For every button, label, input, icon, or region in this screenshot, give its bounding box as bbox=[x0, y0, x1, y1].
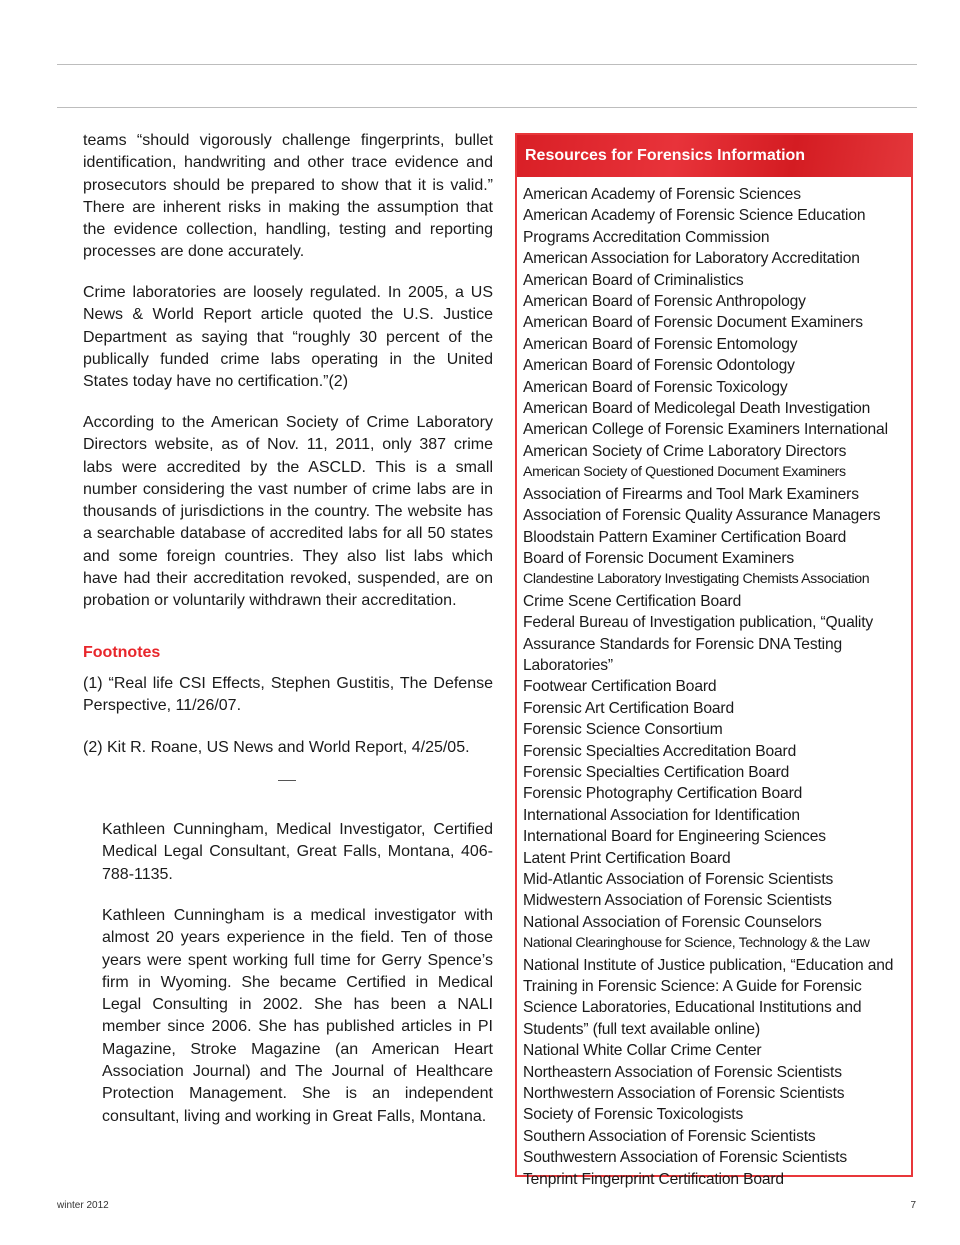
resource-item: American Academy of Forensic Sciences bbox=[523, 186, 801, 203]
resource-item: Tenprint Fingerprint Certification Board bbox=[523, 1170, 784, 1188]
resource-item: Association of Firearms and Tool Mark Examiners bbox=[523, 485, 859, 503]
resource-item: Footwear Certification Board bbox=[523, 678, 717, 696]
resource-item: American Board of Forensic Entomology bbox=[523, 335, 798, 353]
resource-item: Association of Forensic Quality Assurance Managers bbox=[523, 507, 881, 525]
footer-issue: winter 2012 bbox=[57, 1200, 109, 1211]
resource-item: Crime Scene Certification Board bbox=[523, 592, 742, 610]
resource-item: Mid-Atlantic Association of Forensic Scientists bbox=[523, 871, 834, 888]
resource-item: National White Collar Crime Center bbox=[523, 1042, 762, 1060]
resource-item: National Association of Forensic Counselors bbox=[523, 913, 822, 931]
resource-item: American Board of Medicolegal Death Investigation bbox=[523, 400, 871, 418]
resource-item: American Board of Forensic Document Examiners bbox=[523, 314, 863, 332]
author-bio: Kathleen Cunningham is a medical investigator with almost 20 years experience in the field. Ten of those years were spent working full time for Gerry Spence’s firm in Wyoming. She became Certified in Medical Legal Consulting in 2002. She has been a NALI member since 2006. She has published articles in PI Magazine, Stroke Magazine (an American Heart Association Journal) and The Journal of Healthcare Protection Management. She is an independent consultant, living and working in Great Falls, Montana. bbox=[102, 907, 493, 1125]
resources-sidebar bbox=[515, 133, 913, 1188]
resource-item: Federal Bureau of Investigation publication, “Quality Assurance Standards for Forensic DNA Testing Laboratories” bbox=[523, 614, 874, 674]
footnote: (2) Kit R. Roane, US News and World Report, 4/25/05. bbox=[83, 739, 470, 756]
paragraph: According to the American Society of Crime Laboratory Directors website, as of Nov. 11, 2011, only 387 crime labs were accredited by the ASCLD. This is a small number considering the vast number of crime labs are in thousands of jurisdictions in the country. The website has a searchable database of accredited labs for all 50 states and some foreign countries. They also list labs which have had their accreditation revoked, suspended, are on probation or voluntarily withdrawn their accreditation. bbox=[83, 414, 493, 610]
resource-item: Society of Forensic Toxicologists bbox=[523, 1106, 744, 1124]
resource-item: National Clearinghouse for Science, Technology & the Law bbox=[523, 935, 870, 952]
resource-item: American Board of Forensic Anthropology bbox=[523, 293, 806, 311]
resource-item: International Board for Engineering Sciences bbox=[523, 828, 826, 846]
resource-item: Forensic Photography Certification Board bbox=[523, 785, 803, 803]
resource-item: Latent Print Certification Board bbox=[523, 849, 731, 867]
header-rule bbox=[57, 107, 917, 108]
resource-item: Southwestern Association of Forensic Scientists bbox=[523, 1149, 848, 1167]
resource-item: Southern Association of Forensic Scientists bbox=[523, 1127, 816, 1145]
resource-item: Northwestern Association of Forensic Scientists bbox=[523, 1085, 845, 1103]
resource-item: Midwestern Association of Forensic Scientists bbox=[523, 892, 832, 910]
resource-item: Forensic Science Consortium bbox=[523, 721, 723, 739]
resource-item: American Board of Criminalistics bbox=[523, 271, 744, 289]
footnote: (1) “Real life CSI Effects, Stephen Gustitis, The Defense Perspective, 11/26/07. bbox=[83, 675, 493, 715]
resource-item: American Academy of Forensic Science Education Programs Accreditation Commission bbox=[523, 207, 866, 246]
page-number: 7 bbox=[910, 1200, 916, 1211]
separator-dash bbox=[278, 780, 296, 781]
paragraph: teams “should vigorously challenge fingerprints, bullet identification, handwriting and other trace evidence and prosecutors should be prepared to show that it is valid.” There are inherent risks in making the assumption that the evidence collection, handling, testing and reporting processes are done accurately. bbox=[83, 132, 493, 261]
resource-item: National Institute of Justice publication, “Education and Training in Forensic Science: A Guide for Forensic Science Laboratories, Educational Institutions and Students” (full text available online) bbox=[523, 956, 894, 1038]
resource-item: American Society of Questioned Document Examiners bbox=[523, 464, 846, 481]
resource-item: International Association for Identification bbox=[523, 806, 800, 824]
resource-item: American Association for Laboratory Accreditation bbox=[523, 250, 860, 268]
resource-item: American Board of Forensic Odontology bbox=[523, 357, 795, 375]
resource-item: Forensic Art Certification Board bbox=[523, 699, 734, 717]
sidebar-title: Resources for Forensics Information bbox=[517, 135, 911, 177]
resource-item: Forensic Specialties Accreditation Board bbox=[523, 742, 797, 760]
paragraph: Crime laboratories are loosely regulated. In 2005, a US News & World Report article quoted the U.S. Justice Department as saying that “roughly 30 percent of the publically funded crime labs operating in the United States today have no certification.”(2) bbox=[83, 284, 493, 391]
resource-list bbox=[523, 184, 907, 1190]
footnotes-heading: Footnotes bbox=[83, 644, 161, 661]
resource-item: Forensic Specialties Certification Board bbox=[523, 763, 790, 781]
resource-item: American Society of Crime Laboratory Directors bbox=[523, 442, 847, 460]
resource-item: Clandestine Laboratory Investigating Chemists Association bbox=[523, 571, 870, 588]
resource-item: Bloodstain Pattern Examiner Certification Board bbox=[523, 528, 847, 546]
resource-item: Northeastern Association of Forensic Scientists bbox=[523, 1063, 842, 1081]
resource-item: American College of Forensic Examiners International bbox=[523, 421, 888, 439]
author-contact: Kathleen Cunningham, Medical Investigator, Certified Medical Legal Consultant, Great Falls, Montana, 406-788-1135. bbox=[102, 821, 493, 883]
resource-item: American Board of Forensic Toxicology bbox=[523, 378, 788, 396]
resource-item: Board of Forensic Document Examiners bbox=[523, 549, 795, 567]
top-rule bbox=[57, 64, 917, 65]
